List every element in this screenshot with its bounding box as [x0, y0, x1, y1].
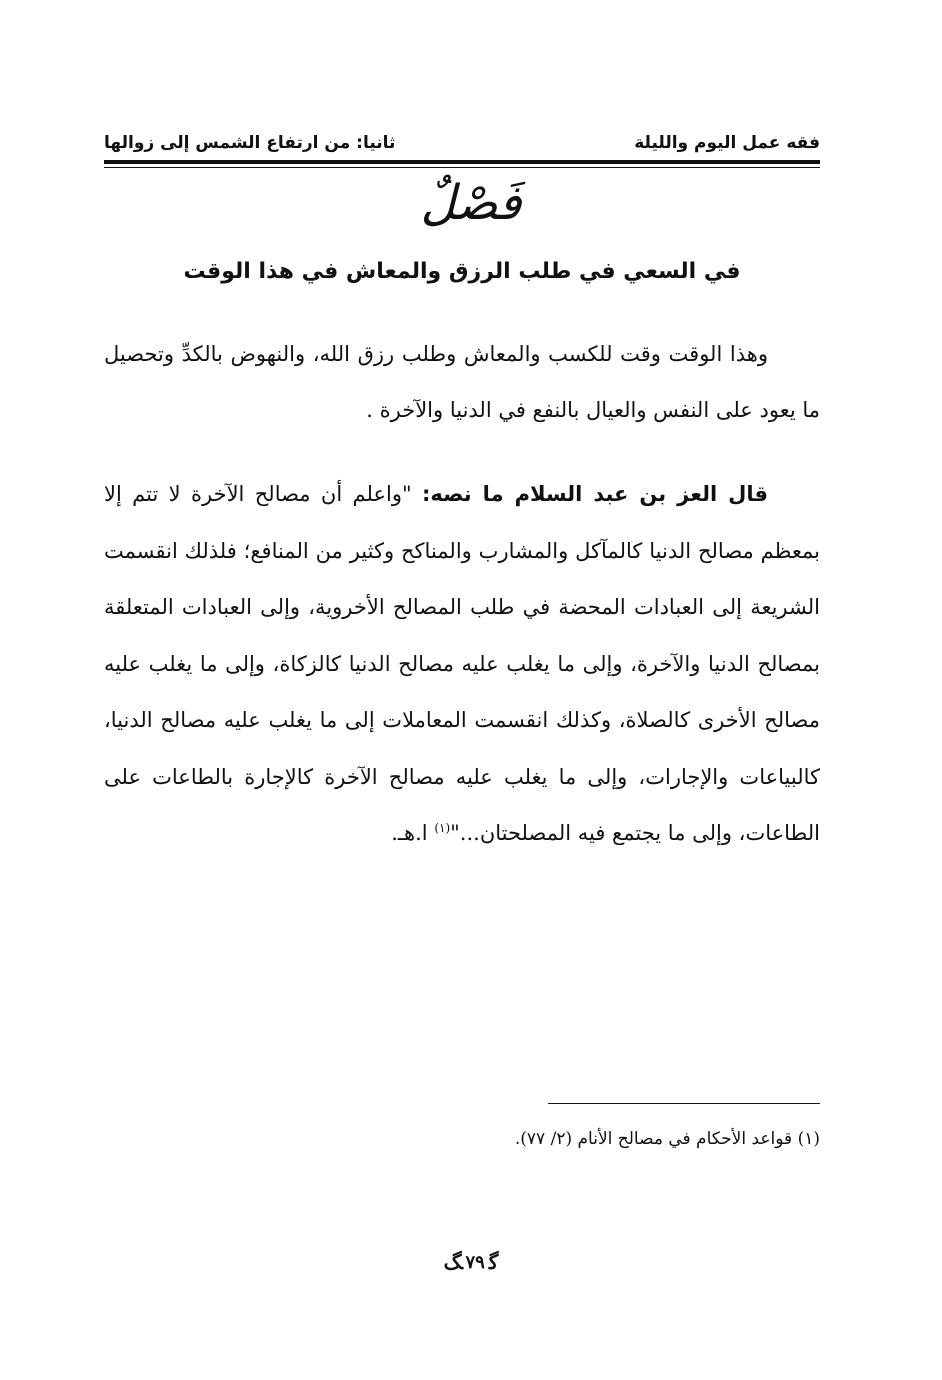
footnote-separator [548, 1103, 820, 1104]
page-number-value: ٧٩ [465, 1251, 485, 1273]
header-rule-thick [104, 160, 820, 164]
quote-text: "واعلم أن مصالح الآخرة لا تتم إلا بمعظم مصالح الدنيا كالمآكل والمشارب والمناكح وكثير من المنافع؛ فلذلك انقسمت الشريعة إلى العبادات المحضة في طلب المصالح الأخروية، وإلى العبادات المتعلقة بمصالح الدنيا والآخرة، وإلى ما يغلب عليه مصالح الدنيا كالزكاة، وإلى ما يغلب عليه مصالح الأخرى كالصلاة، وكذلك انقسمت المعاملات إلى ما يغلب عليه مصالح الدنيا، كالبياعات والإجارات، وإلى ما يغلب عليه مصالح الآخرة كالإجارة بالطاعات على الطاعات، وإلى ما يجتمع فيه المصلحتان..." [104, 482, 820, 845]
ornament-left-icon: ﮓ [443, 1250, 462, 1274]
footnote-reference[interactable]: (١) [434, 821, 451, 835]
book-title: فقه عمل اليوم والليلة [634, 133, 820, 153]
chapter-title: ثانيا: من ارتفاع الشمس إلى زوالها [104, 133, 396, 153]
running-header [104, 128, 820, 158]
footnote: (١) قواعد الأحكام في مصالح الأنام (٢/ ٧٧). [514, 1129, 820, 1149]
paragraph-2 [104, 466, 820, 862]
section-word: فَصْلٌ [420, 175, 522, 231]
quote-speaker: قال العز بن عبد السلام ما نصه: [421, 482, 769, 506]
ornament-right-icon: ﮔ [488, 1250, 499, 1274]
section-title: في السعي في طلب الرزق والمعاش في هذا الوقت [183, 259, 741, 284]
page-number [0, 1250, 942, 1274]
paragraph-1: وهذا الوقت وقت للكسب والمعاش وطلب رزق الله، والنهوض بالكدِّ وتحصيل ما يعود على النفس والعيال بالنفع في الدنيا والآخرة . [104, 342, 820, 422]
quote-ending: ا.هـ. [391, 821, 435, 845]
